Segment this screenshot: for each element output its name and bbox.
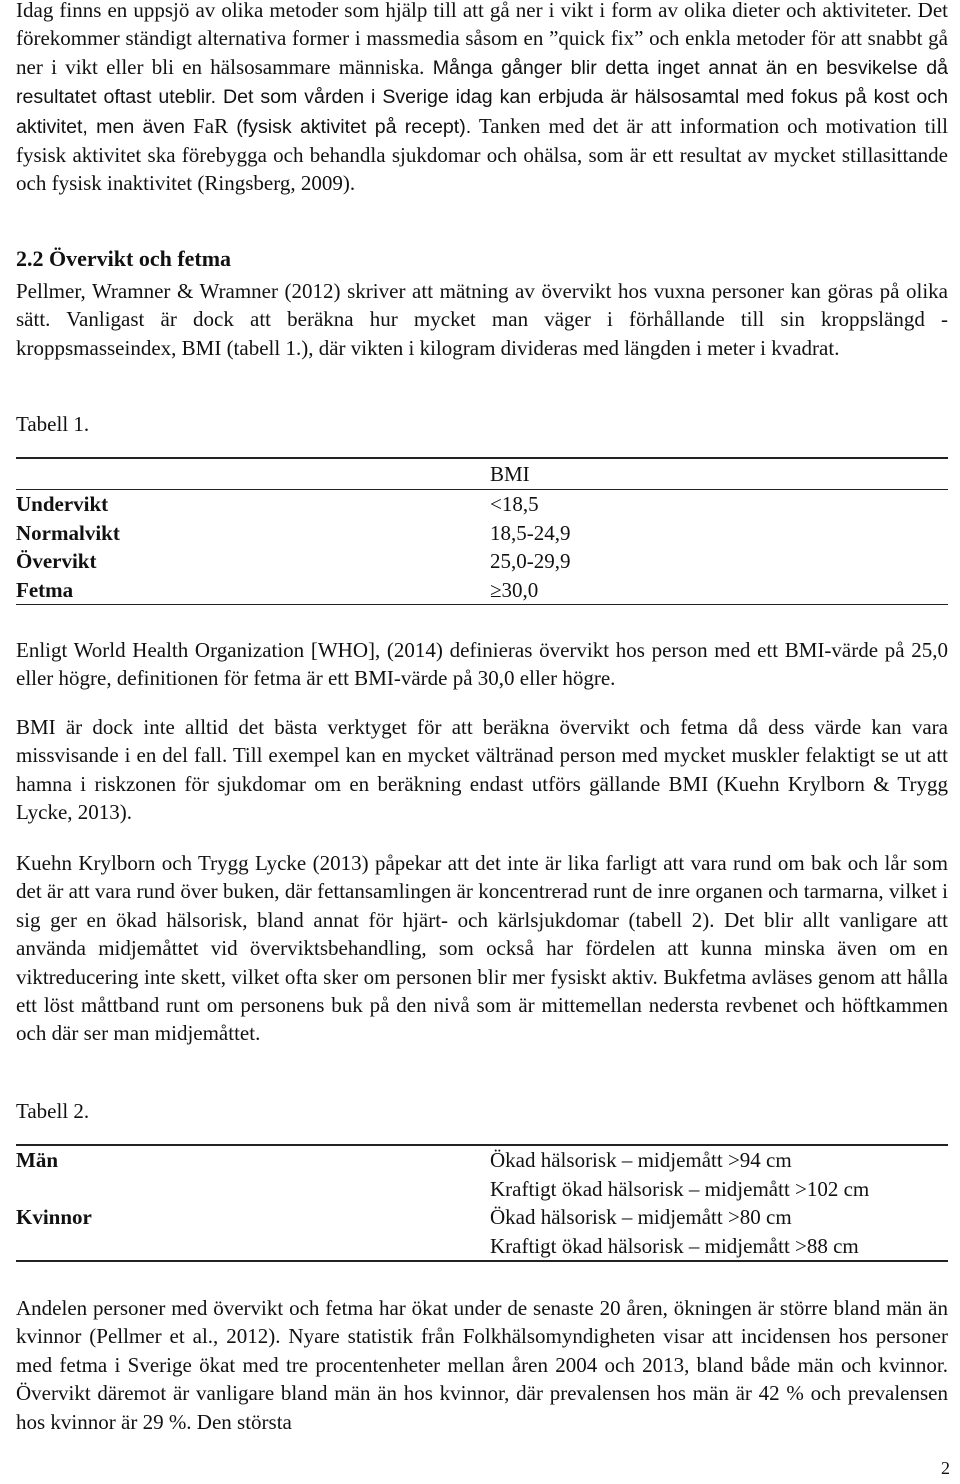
waist-table <box>16 1144 948 1262</box>
table-row <box>16 547 948 576</box>
paragraph-intro <box>16 0 948 198</box>
table-2-caption: Tabell 2. <box>16 1099 90 1123</box>
table-row-value: 18,5-24,9 <box>490 520 571 545</box>
table-row-label: Fetma <box>16 577 74 602</box>
paragraph-bmi-limitations: BMI är dock inte alltid det bästa verktyget för att beräkna övervikt och fetma då dess värde kan vara missvisande i en del fall. Till exempel kan en mycket vältränad person med mycket muskler felaktigt se ut att hamna i riskzonen för sjukdomar om en beräkning endast utförs gällande BMI (Kuehn Krylborn & Trygg Lycke, 2013). <box>16 715 948 825</box>
paragraph-intro-part-6: (fysisk aktivitet på recept). <box>236 115 472 138</box>
page-number: 2 <box>941 1458 950 1478</box>
paragraph-who-definition: Enligt World Health Organization [WHO], (2014) definieras övervikt hos person med ett BMI-värde på 25,0 eller högre, definitionen för fetma är ett BMI-värde på 30,0 eller högre. <box>16 638 948 691</box>
table-1-header-bmi: BMI <box>490 462 530 486</box>
table-row-label: Normalvikt <box>16 520 120 545</box>
table-row-value: Ökad hälsorisk – midjemått >94 cm <box>490 1148 792 1172</box>
table-row-label: Undervikt <box>16 492 109 516</box>
table-row-value: Ökad hälsorisk – midjemått >80 cm <box>490 1205 792 1229</box>
table-row <box>16 519 948 548</box>
bmi-table <box>16 457 948 605</box>
table-1-header-row <box>16 459 948 489</box>
paragraph-intro-part-1: Idag finns en uppsjö av olika metoder som hjälp till att gå ner i vikt i form av olika dieter och aktiviteter. Det förekommer ständigt alternativa former i massmedia såsom en ”quick fix” och enkla metoder för att snabbt gå ner i vikt eller bli en hälsosammare människa. <box>16 0 948 79</box>
table-row <box>16 1175 948 1204</box>
table-row-value: ≥30,0 <box>490 577 539 602</box>
table-row <box>16 490 948 519</box>
paragraph-intro-part-2: Många gånger blir detta inget annat än en besvikelse då resultatet oftast uteblir. <box>16 56 948 109</box>
paragraph-intro-part-4: idag kan erbjuda är hälsosamtal med fokus på kost och aktivitet, men även <box>16 86 948 138</box>
table-row <box>16 1232 948 1261</box>
table-2-bottom-rule <box>16 1260 948 1262</box>
paragraph-prevalence: Andelen personer med övervikt och fetma har ökat under de senaste 20 åren, ökningen är större bland män än kvinnor (Pellmer et al., 2012). Nyare statistik från Folkhälsomyndigheten visar att incidensen hos personer med fetma i Sverige ökat med tre procentenheter mellan åren 2004 och 2013, bland både män och kvinnor. Övervikt däremot är vanligare bland män än hos kvinnor, där prevalensen hos män är 42 % och prevalensen hos kvinnor är 29 %. Den största <box>16 1296 948 1434</box>
table-row-value: Kraftigt ökad hälsorisk – midjemått >102 cm <box>490 1176 870 1201</box>
table-row <box>16 1203 948 1232</box>
paragraph-intro-part-5: FaR <box>185 113 237 138</box>
table-row-value: Kraftigt ökad hälsorisk – midjemått >88 cm <box>490 1233 859 1258</box>
table-row-label: Kvinnor <box>16 1205 92 1229</box>
table-row <box>16 576 948 605</box>
paragraph-waist-measure: Kuehn Krylborn och Trygg Lycke (2013) påpekar att det inte är lika farligt att vara rund om bak och lår som det är att vara rund över buken, där fettansamlingen är koncentrerad runt de inre organen och tarmarna, vilket i sig ger en ökad hälsorisk, bland annat för hjärt- och kärlsjukdomar (tabell 2). Det blir allt vanligare att använda midjemåttet vid överviktsbehandling, som också har fördelen att kunna minska även om en viktreducering inte skett, vilket ofta sker om personen blir mer fysiskt aktiv. Bukfetma avläses genom att hålla ett löst måttband runt om personens buk på den nivå som är mittemellan nedersta revbenet och höftkammen och där ser man midjemåttet. <box>16 851 948 1046</box>
paragraph-bmi-measure: Pellmer, Wramner & Wramner (2012) skriver att mätning av övervikt hos vuxna personer kan göras på olika sätt. Vanligast är dock att beräkna hur mycket man väger i förhållande till sin kroppslängd - kroppsmasseindex, BMI (tabell 1.), där vikten i kilogram divideras med längden i meter i kvadrat. <box>16 279 948 360</box>
table-row-value: <18,5 <box>490 492 539 516</box>
table-row-value: 25,0-29,9 <box>490 549 571 573</box>
section-heading: 2.2 Övervikt och fetma <box>16 246 232 271</box>
table-1-bottom-rule <box>16 604 948 605</box>
paragraph-intro-part-7: Tanken med det är att information och motivation till fysisk aktivitet ska förebygga och behandla sjukdomar och ohälsa, som är ett resultat av mycket stillasittande och fysisk inaktivitet (Ringsberg, 2009). <box>16 113 948 196</box>
table-row-label: Övervikt <box>16 549 97 573</box>
table-1-caption: Tabell 1. <box>16 412 90 436</box>
paragraph-intro-part-3: Det som vården i Sverige <box>216 86 456 109</box>
table-row-label: Män <box>16 1148 58 1172</box>
table-row <box>16 1146 948 1175</box>
